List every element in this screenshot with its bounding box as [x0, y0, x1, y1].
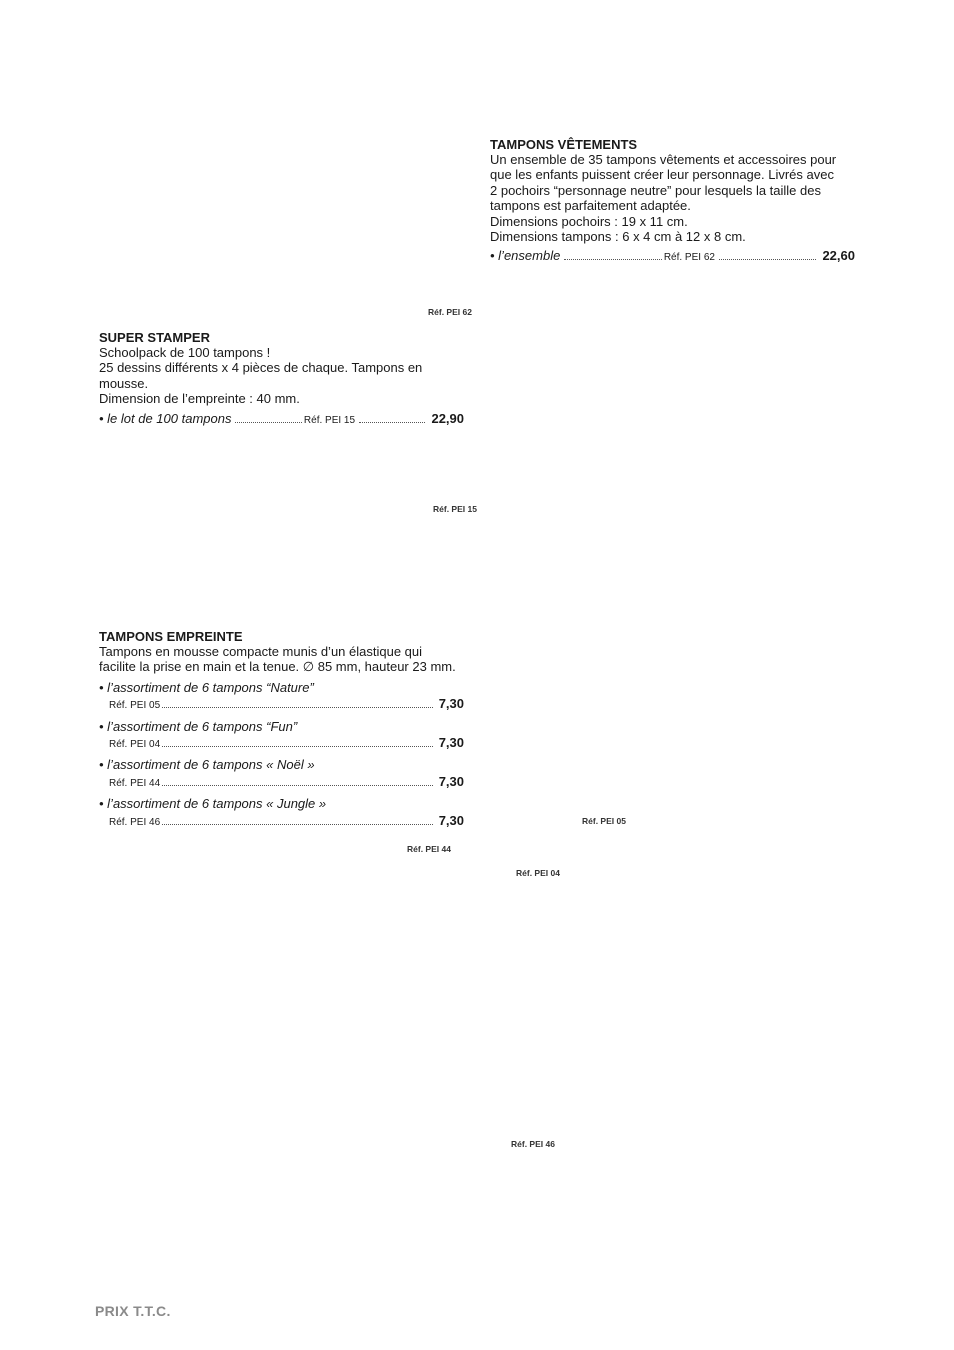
product-tampons-empreinte	[99, 629, 464, 830]
dot-leader	[162, 785, 433, 786]
item-label: • l’assortiment de 6 tampons « Noël »	[99, 757, 315, 773]
item-price: 22,60	[822, 248, 855, 264]
item-ref: Réf. PEI 05	[109, 700, 161, 712]
item-ref: Réf. PEI 04	[109, 739, 161, 751]
product-title: TAMPONS EMPREINTE	[99, 629, 243, 644]
dot-leader	[235, 422, 301, 423]
product-description: Tampons en mousse compacte munis d’un élastique qui facilite la prise en main et la tenue. ∅ 85 mm, hauteur 23 mm.	[99, 644, 456, 675]
item-price: 7,30	[438, 735, 464, 751]
item-label: • l’ensemble	[490, 248, 561, 264]
image-caption-pei62: Réf. PEI 62	[428, 307, 472, 317]
item-ref: Réf. PEI 44	[109, 777, 161, 789]
item-ref: Réf. PEI 46	[109, 816, 161, 828]
product-title: TAMPONS VÊTEMENTS	[490, 137, 638, 152]
dot-leader	[162, 746, 433, 747]
dot-leader	[162, 824, 433, 825]
item-label: • l’assortiment de 6 tampons “Fun”	[99, 718, 298, 734]
dot-leader	[564, 259, 662, 260]
item-ref: Réf. PEI 62	[663, 252, 715, 264]
item-label: • l’assortiment de 6 tampons “Nature”	[99, 679, 314, 695]
item-price: 7,30	[438, 773, 464, 789]
product-description: Un ensemble de 35 tampons vêtements et accessoires pour que les enfants puissent créer leur personnage. Livrés avec 2 pochoirs “personnage neutre” pour lesquels la taille des tampons est parfaitement adaptée. Dimensions pochoirs : 19 x 11 cm. Dimensions tampons : 6 x 4 cm à 12 x 8 cm.	[490, 152, 837, 245]
footer-price-note: PRIX T.T.C.	[95, 1303, 171, 1319]
list-item	[99, 680, 464, 714]
dot-leader	[719, 259, 817, 260]
dot-leader	[359, 422, 425, 423]
product-title: SUPER STAMPER	[99, 330, 210, 345]
image-caption-pei15: Réf. PEI 15	[433, 504, 477, 514]
image-caption-pei04: Réf. PEI 04	[516, 868, 560, 878]
item-label: • le lot de 100 tampons	[99, 410, 232, 426]
list-item	[99, 757, 464, 791]
price-row	[490, 248, 855, 265]
image-caption-pei44: Réf. PEI 44	[407, 844, 451, 854]
dot-leader	[162, 707, 433, 708]
list-item	[99, 719, 464, 753]
product-tampons-vetements	[490, 137, 855, 266]
image-caption-pei46: Réf. PEI 46	[511, 1139, 555, 1149]
item-label: • l’assortiment de 6 tampons « Jungle »	[99, 796, 327, 812]
image-caption-pei05: Réf. PEI 05	[582, 816, 626, 826]
price-row	[99, 411, 464, 428]
item-price: 22,90	[431, 410, 465, 426]
product-description: Schoolpack de 100 tampons ! 25 dessins différents x 4 pièces de chaque. Tampons en mousse. Dimension de l’empreinte : 40 mm.	[99, 345, 423, 407]
item-price: 7,30	[438, 696, 464, 712]
product-super-stamper	[99, 330, 464, 428]
list-item	[99, 796, 464, 830]
item-price: 7,30	[438, 812, 464, 828]
item-ref: Réf. PEI 15	[303, 414, 356, 426]
